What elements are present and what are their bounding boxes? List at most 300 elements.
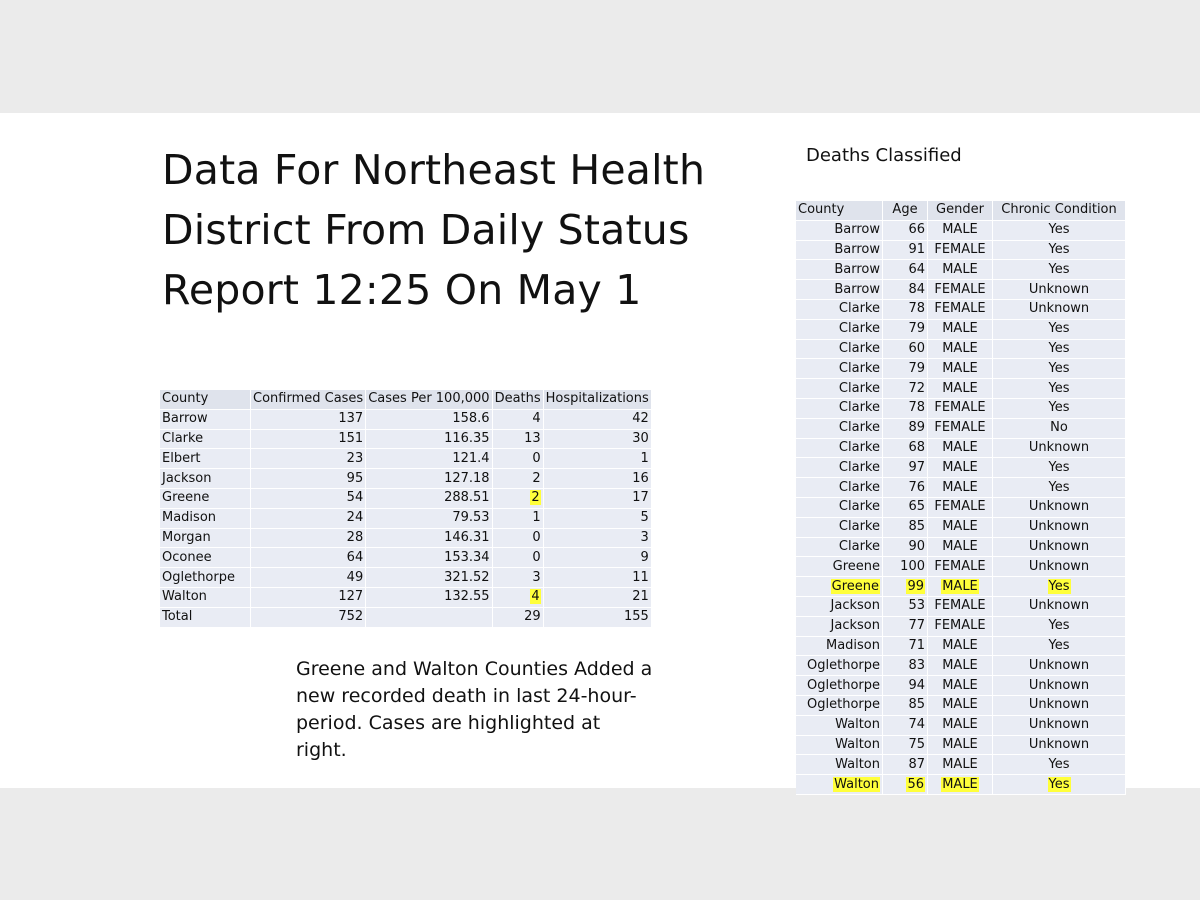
cell-value: FEMALE [934, 281, 986, 297]
cell-value: 1 [532, 510, 541, 526]
cell-value: 91 [908, 241, 925, 257]
table-row [796, 300, 1126, 320]
table-cell [544, 449, 652, 469]
table-cell [883, 280, 928, 300]
cell-value: 2 [531, 490, 540, 506]
cell-value: Yes [1048, 479, 1070, 495]
cell-value: Clarke [838, 340, 880, 356]
table-row [796, 340, 1126, 360]
table-row [796, 498, 1126, 518]
cell-value: 155 [623, 609, 649, 625]
table-row [796, 241, 1126, 261]
table-row [796, 656, 1126, 676]
table-cell [251, 469, 366, 489]
column-header: Hospitalizations [544, 390, 652, 410]
cell-value: Yes [1048, 400, 1070, 416]
cell-value: MALE [942, 479, 978, 495]
cell-value: MALE [942, 519, 978, 535]
cell-value: 94 [908, 677, 925, 693]
table-cell [883, 260, 928, 280]
table-cell [366, 608, 492, 628]
cell-value: MALE [942, 459, 978, 475]
cell-value: 4 [532, 411, 541, 427]
table-cell [928, 617, 993, 637]
cell-value: 76 [908, 479, 925, 495]
table-cell [796, 359, 883, 379]
cell-value: Jackson [830, 598, 880, 614]
cell-value: 66 [908, 222, 925, 238]
table-cell [993, 419, 1126, 439]
cell-value: 79 [908, 321, 925, 337]
table-cell [883, 320, 928, 340]
table-row [796, 518, 1126, 538]
table-cell [493, 449, 544, 469]
cell-value: 78 [908, 301, 925, 317]
table-cell [928, 498, 993, 518]
table-row [160, 608, 652, 628]
cell-value: 0 [532, 529, 541, 545]
cell-value: 74 [908, 717, 925, 733]
table-cell [883, 577, 928, 597]
cell-value: 11 [632, 569, 649, 585]
county-summary-table [160, 390, 652, 628]
table-cell [883, 617, 928, 637]
cell-value: Clarke [838, 321, 880, 337]
table-cell [928, 300, 993, 320]
cell-value: Clarke [838, 420, 880, 436]
table-cell [251, 449, 366, 469]
table-cell [883, 637, 928, 657]
table-cell [366, 489, 492, 509]
table-cell [796, 340, 883, 360]
table-cell [493, 588, 544, 608]
cell-value: Unknown [1028, 697, 1090, 713]
table-header-row [160, 390, 652, 410]
cell-value: 288.51 [444, 490, 490, 506]
cell-value: Unknown [1028, 499, 1090, 515]
cell-value: Oglethorpe [807, 657, 880, 673]
table-cell [796, 696, 883, 716]
table-cell [160, 449, 251, 469]
cell-value: Yes [1048, 340, 1070, 356]
table-row [796, 716, 1126, 736]
table-cell [251, 608, 366, 628]
table-row [796, 617, 1126, 637]
cell-value: Unknown [1028, 677, 1090, 693]
table-cell [251, 529, 366, 549]
table-cell [993, 577, 1126, 597]
column-header: Chronic Condition [993, 201, 1126, 221]
cell-value: 3 [532, 569, 541, 585]
cell-value: Greene [831, 578, 879, 594]
table-cell [544, 489, 652, 509]
table-cell [928, 458, 993, 478]
table-cell [493, 509, 544, 529]
cell-value: MALE [942, 578, 978, 594]
highlight-note: Greene and Walton Counties Added a new recorded death in last 24-hour-period. Cases are highlighted at right. [296, 658, 653, 761]
table-row [796, 597, 1126, 617]
table-cell [366, 509, 492, 529]
table-cell [993, 399, 1126, 419]
table-cell [544, 430, 652, 450]
table-cell [993, 241, 1126, 261]
table-cell [993, 716, 1126, 736]
cell-value: 99 [907, 578, 924, 594]
table-cell [493, 489, 544, 509]
cell-value: 89 [908, 420, 925, 436]
table-cell [251, 588, 366, 608]
table-cell [796, 736, 883, 756]
table-cell [493, 548, 544, 568]
cell-value: MALE [942, 677, 978, 693]
cell-value: Yes [1048, 321, 1070, 337]
table-cell [883, 340, 928, 360]
table-cell [251, 430, 366, 450]
table-cell [928, 716, 993, 736]
table-cell [883, 359, 928, 379]
table-cell [796, 716, 883, 736]
table-row [796, 399, 1126, 419]
cell-value: Barrow [834, 261, 880, 277]
table-cell [883, 775, 928, 795]
table-cell [928, 755, 993, 775]
cell-value: 13 [524, 430, 541, 446]
cell-value: 116.35 [444, 430, 490, 446]
table-cell [366, 568, 492, 588]
table-cell [928, 518, 993, 538]
table-cell [544, 529, 652, 549]
table-cell [366, 449, 492, 469]
table-cell [928, 696, 993, 716]
cell-value: Clarke [838, 380, 880, 396]
table-row [160, 489, 652, 509]
cell-value: MALE [942, 657, 978, 673]
cell-value: 84 [908, 281, 925, 297]
cell-value: 4 [531, 589, 540, 605]
cell-value: Yes [1048, 222, 1070, 238]
table-row [796, 419, 1126, 439]
table-cell [493, 430, 544, 450]
table-cell [993, 597, 1126, 617]
cell-value: Yes [1048, 380, 1070, 396]
cell-value: FEMALE [934, 618, 986, 634]
table-cell [251, 509, 366, 529]
table-row [796, 379, 1126, 399]
table-cell [993, 696, 1126, 716]
table-cell [796, 280, 883, 300]
table-cell [544, 410, 652, 430]
cell-value: Oglethorpe [807, 677, 880, 693]
cell-value: 23 [346, 450, 364, 466]
cell-value: MALE [942, 776, 978, 792]
cell-value: 100 [900, 558, 925, 574]
cell-value: Yes [1048, 459, 1070, 475]
cell-value: Unknown [1028, 519, 1090, 535]
table-cell [928, 221, 993, 241]
cell-value: 158.6 [452, 411, 490, 427]
cell-value: Morgan [162, 529, 211, 545]
table-cell [928, 320, 993, 340]
cell-value: Walton [834, 776, 879, 792]
table-cell [796, 300, 883, 320]
cell-value: Walton [835, 717, 880, 733]
table-row [796, 280, 1126, 300]
cell-value: FEMALE [934, 241, 986, 257]
table-cell [993, 637, 1126, 657]
cell-value: Unknown [1028, 736, 1090, 752]
table-cell [993, 656, 1126, 676]
table-cell [928, 597, 993, 617]
cell-value: Barrow [162, 411, 208, 427]
table-cell [796, 399, 883, 419]
cell-value: Oglethorpe [162, 569, 235, 585]
table-cell [796, 656, 883, 676]
cell-value: 137 [338, 411, 364, 427]
table-cell [928, 656, 993, 676]
table-cell [928, 478, 993, 498]
table-cell [251, 410, 366, 430]
table-cell [993, 557, 1126, 577]
table-row [796, 538, 1126, 558]
table-cell [928, 241, 993, 261]
table-cell [928, 399, 993, 419]
table-cell [796, 260, 883, 280]
cell-value: Oglethorpe [807, 697, 880, 713]
table-cell [928, 260, 993, 280]
table-cell [993, 458, 1126, 478]
table-cell [544, 469, 652, 489]
column-header: Cases Per 100,000 [366, 390, 492, 410]
table-row [796, 320, 1126, 340]
cell-value: MALE [942, 261, 978, 277]
cell-value: 30 [632, 430, 649, 446]
cell-value: MALE [942, 736, 978, 752]
table-row [160, 430, 652, 450]
table-cell [544, 608, 652, 628]
table-cell [993, 260, 1126, 280]
table-cell [928, 676, 993, 696]
table-row [796, 736, 1126, 756]
cell-value: Madison [162, 510, 217, 526]
deaths-classified-table [796, 201, 1126, 795]
cell-value: 49 [346, 569, 364, 585]
cell-value: 21 [632, 589, 649, 605]
cell-value: 56 [907, 776, 924, 792]
table-row [160, 529, 652, 549]
cell-value: FEMALE [934, 400, 986, 416]
column-header: County [160, 390, 251, 410]
cell-value: MALE [942, 222, 978, 238]
table-row [796, 439, 1126, 459]
cell-value: MALE [942, 380, 978, 396]
cell-value: 127 [338, 589, 364, 605]
table-row [160, 449, 652, 469]
cell-value: Clarke [838, 360, 880, 376]
cell-value: 64 [908, 261, 925, 277]
table-cell [160, 489, 251, 509]
table-cell [160, 548, 251, 568]
cell-value: 24 [346, 510, 364, 526]
table-header-row [796, 201, 1126, 221]
cell-value: 77 [908, 618, 925, 634]
cell-value: Yes [1048, 756, 1070, 772]
table-cell [544, 568, 652, 588]
cell-value: 54 [346, 490, 364, 506]
table-cell [796, 775, 883, 795]
table-cell [160, 469, 251, 489]
table-cell [883, 458, 928, 478]
table-cell [993, 280, 1126, 300]
table-row [160, 410, 652, 430]
slide-title: Data For Northeast Health District From Daily Status Report 12:25 On May 1 [162, 146, 706, 314]
cell-value: 71 [908, 637, 925, 653]
cell-value: 3 [640, 529, 649, 545]
table-cell [796, 241, 883, 261]
table-cell [993, 775, 1126, 795]
deaths-classified-title: Deaths Classified [806, 145, 962, 166]
table-cell [796, 478, 883, 498]
table-cell [928, 439, 993, 459]
cell-value: Walton [835, 736, 880, 752]
cell-value: Unknown [1028, 281, 1090, 297]
table-cell [796, 518, 883, 538]
cell-value: MALE [942, 340, 978, 356]
table-cell [993, 518, 1126, 538]
cell-value: FEMALE [934, 301, 986, 317]
table-cell [993, 676, 1126, 696]
table-row [796, 458, 1126, 478]
table-cell [366, 430, 492, 450]
cell-value: FEMALE [934, 420, 986, 436]
cell-value: 83 [908, 657, 925, 673]
table-cell [883, 656, 928, 676]
cell-value: 2 [532, 470, 541, 486]
table-cell [796, 538, 883, 558]
table-cell [883, 676, 928, 696]
cell-value: MALE [942, 321, 978, 337]
table-cell [928, 538, 993, 558]
cell-value: Clarke [162, 430, 204, 446]
cell-value: 87 [908, 756, 925, 772]
cell-value: Unknown [1028, 598, 1090, 614]
table-cell [796, 221, 883, 241]
table-row [796, 755, 1126, 775]
cell-value: FEMALE [934, 558, 986, 574]
cell-value: Yes [1048, 578, 1070, 594]
table-cell [544, 548, 652, 568]
cell-value: Barrow [834, 222, 880, 238]
table-row [796, 676, 1126, 696]
cell-value: 78 [908, 400, 925, 416]
cell-value: 64 [346, 549, 364, 565]
table-cell [928, 775, 993, 795]
cell-value: 321.52 [444, 569, 490, 585]
column-header: County [796, 201, 883, 221]
cell-value: Walton [162, 589, 207, 605]
table-cell [883, 597, 928, 617]
cell-value: Unknown [1028, 657, 1090, 673]
table-cell [796, 458, 883, 478]
cell-value: 79 [908, 360, 925, 376]
cell-value: Unknown [1028, 538, 1090, 554]
table-cell [796, 439, 883, 459]
cell-value: Madison [825, 637, 880, 653]
table-cell [796, 597, 883, 617]
table-cell [993, 498, 1126, 518]
table-cell [883, 419, 928, 439]
table-cell [993, 359, 1126, 379]
table-cell [883, 439, 928, 459]
cell-value: 75 [908, 736, 925, 752]
cell-value: 85 [908, 519, 925, 535]
column-header: Confirmed Cases [251, 390, 366, 410]
table-cell [883, 518, 928, 538]
cell-value: MALE [942, 637, 978, 653]
table-cell [493, 529, 544, 549]
table-cell [251, 548, 366, 568]
table-cell [993, 439, 1126, 459]
table-cell [883, 538, 928, 558]
cell-value: MALE [942, 439, 978, 455]
column-header: Age [883, 201, 928, 221]
cell-value: Yes [1048, 261, 1070, 277]
cell-value: Unknown [1028, 558, 1090, 574]
table-row [796, 775, 1126, 795]
cell-value: FEMALE [934, 499, 986, 515]
table-row [160, 469, 652, 489]
table-row [796, 637, 1126, 657]
table-cell [366, 469, 492, 489]
table-cell [883, 300, 928, 320]
cell-value: 146.31 [444, 529, 490, 545]
table-cell [251, 489, 366, 509]
table-cell [883, 557, 928, 577]
table-cell [160, 509, 251, 529]
table-cell [928, 557, 993, 577]
table-cell [928, 736, 993, 756]
cell-value: 42 [632, 411, 649, 427]
cell-value: Barrow [834, 281, 880, 297]
cell-value: 151 [338, 430, 364, 446]
cell-value: Clarke [838, 301, 880, 317]
cell-value: 85 [908, 697, 925, 713]
table-cell [160, 568, 251, 588]
table-cell [160, 608, 251, 628]
table-cell [928, 340, 993, 360]
table-cell [928, 637, 993, 657]
table-cell [993, 221, 1126, 241]
table-row [796, 359, 1126, 379]
table-cell [883, 221, 928, 241]
table-cell [883, 716, 928, 736]
table-cell [928, 379, 993, 399]
cell-value: 121.4 [452, 450, 490, 466]
table-cell [796, 755, 883, 775]
table-row [160, 548, 652, 568]
cell-value: Yes [1048, 637, 1070, 653]
table-cell [993, 379, 1126, 399]
cell-value: No [1050, 420, 1068, 436]
cell-value: 752 [338, 609, 364, 625]
cell-value: 153.34 [444, 549, 490, 565]
cell-value: Yes [1048, 241, 1070, 257]
cell-value: MALE [942, 697, 978, 713]
table-cell [160, 588, 251, 608]
table-row [796, 557, 1126, 577]
cell-value: 5 [640, 510, 649, 526]
cell-value: 97 [908, 459, 925, 475]
cell-value: Total [162, 609, 193, 625]
